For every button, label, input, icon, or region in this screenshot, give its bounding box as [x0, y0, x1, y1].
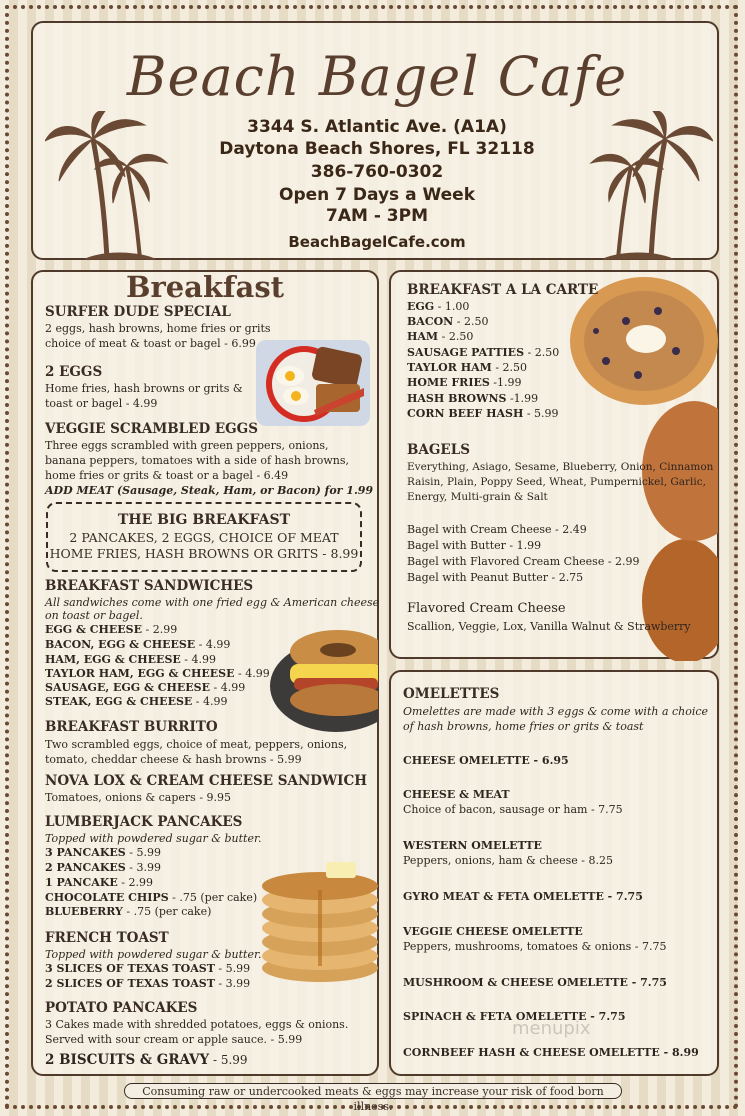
bagels-flavors-3: Energy, Multi-grain & Salt	[407, 491, 548, 503]
phone-number: 386-760-0302	[310, 162, 444, 182]
biscuits-gravy: 2 BISCUITS & GRAVY - 5.99	[45, 1052, 248, 1068]
list-item: HOME FRIES -1.99	[407, 376, 522, 389]
list-item: CHOCOLATE CHIPS - .75 (per cake)	[45, 891, 258, 904]
potato-desc-1: 3 Cakes made with shredded potatoes, eggs & onions.	[45, 1018, 349, 1031]
list-item: HASH BROWNS -1.99	[407, 392, 539, 405]
watermark: menupix	[512, 1018, 591, 1039]
veggie-desc-2: banana peppers, tomatoes with a side of hash browns,	[45, 454, 349, 467]
french-toast-note: Topped with powdered sugar & butter.	[45, 948, 262, 961]
cheese-meat-omelette: CHEESE & MEAT	[403, 788, 510, 801]
list-item: 2 SLICES OF TEXAS TOAST - 3.99	[45, 977, 251, 990]
list-item: SAUSAGE PATTIES - 2.50	[407, 346, 560, 359]
veggie-add-meat: ADD MEAT (Sausage, Steak, Ham, or Bacon) for 1.99	[45, 484, 374, 497]
steak-eggs-photo	[256, 340, 370, 426]
flavored-cream-cheese-list: Scallion, Veggie, Lox, Vanilla Walnut & Strawberry	[407, 620, 691, 633]
bagels-flavors-1: Everything, Asiago, Sesame, Blueberry, Onion, Cinnamon	[407, 461, 714, 473]
omelettes-heading: OMELETTES	[403, 686, 500, 702]
pancakes-heading: LUMBERJACK PANCAKES	[45, 814, 243, 830]
list-item: 1 PANCAKE - 2.99	[45, 876, 153, 889]
two-eggs-heading: 2 EGGS	[45, 364, 103, 380]
bagels-heading: BAGELS	[407, 442, 470, 458]
big-breakfast-line-1: 2 PANCAKES, 2 EGGS, CHOICE OF MEAT	[69, 530, 339, 545]
big-breakfast-heading: THE BIG BREAKFAST	[117, 512, 291, 528]
list-item: Bagel with Peanut Butter - 2.75	[407, 571, 584, 584]
list-item: 2 PANCAKES - 3.99	[45, 861, 161, 874]
gyro-omelette: GYRO MEAT & FETA OMELETTE - 7.75	[403, 890, 643, 903]
list-item: 3 PANCAKES - 5.99	[45, 846, 161, 859]
sandwiches-note-1: All sandwiches come with one fried egg & American cheese	[45, 596, 380, 609]
surfer-dude-heading: SURFER DUDE SPECIAL	[45, 304, 231, 320]
potato-desc-2: Served with sour cream or apple sauce. - 5.99	[45, 1033, 303, 1046]
list-item: BLUEBERRY - .75 (per cake)	[45, 905, 212, 918]
potato-pancakes-heading: POTATO PANCAKES	[45, 1000, 198, 1016]
nova-lox-heading: NOVA LOX & CREAM CHEESE SANDWICH	[45, 773, 367, 789]
list-item: TAYLOR HAM, EGG & CHEESE - 4.99	[45, 667, 270, 680]
burrito-heading: BREAKFAST BURRITO	[45, 719, 218, 735]
list-item: SAUSAGE, EGG & CHEESE - 4.99	[45, 681, 246, 694]
big-breakfast-line-2: HOME FRIES, HASH BROWNS OR GRITS - 8.99	[49, 546, 359, 561]
veggie-desc-1: Three eggs scrambled with green peppers, onions,	[45, 439, 329, 452]
list-item: BACON, EGG & CHEESE - 4.99	[45, 638, 231, 651]
address-line-1: 3344 S. Atlantic Ave. (A1A)	[247, 117, 507, 137]
list-item: Bagel with Butter - 1.99	[407, 539, 542, 552]
list-item: EGG & CHEESE - 2.99	[45, 623, 178, 636]
pancakes-note: Topped with powdered sugar & butter.	[45, 832, 262, 845]
breakfast-heading: Breakfast	[125, 270, 285, 304]
veggie-cheese-omelette: VEGGIE CHEESE OMELETTE	[403, 925, 583, 938]
header-panel	[31, 21, 719, 260]
burrito-desc-1: Two scrambled eggs, choice of meat, peppers, onions,	[45, 738, 348, 751]
western-omelette: WESTERN OMELETTE	[403, 839, 542, 852]
list-item: Bagel with Cream Cheese - 2.49	[407, 523, 587, 536]
cornbeef-omelette: CORNBEEF HASH & CHEESE OMELETTE - 8.99	[403, 1046, 699, 1059]
sandwiches-heading: BREAKFAST SANDWICHES	[45, 578, 254, 594]
pancake-stack-photo	[256, 856, 378, 986]
cheese-meat-desc: Choice of bacon, sausage or ham - 7.75	[403, 803, 623, 816]
burrito-desc-2: tomato, cheddar cheese & hash browns - 5.99	[45, 753, 302, 766]
nova-lox-desc: Tomatoes, onions & capers - 9.95	[45, 791, 232, 804]
list-item: Bagel with Flavored Cream Cheese - 2.99	[407, 555, 640, 568]
two-eggs-desc-1: Home fries, hash browns or grits &	[45, 382, 243, 395]
veggie-desc-3: home fries or grits & toast or a bagel - 6.49	[45, 469, 289, 482]
cafe-title: Beach Bagel Cafe	[126, 45, 628, 108]
surfer-desc-2: choice of meat & toast or bagel - 6.99	[45, 337, 256, 350]
mushroom-omelette: MUSHROOM & CHEESE OMELETTE - 7.75	[403, 976, 667, 989]
spinach-omelette: SPINACH & FETA OMELETTE - 7.75	[403, 1010, 626, 1023]
french-toast-heading: FRENCH TOAST	[45, 930, 169, 946]
open-days: Open 7 Days a Week	[279, 185, 475, 205]
veggie-scrambled-heading: VEGGIE SCRAMBLED EGGS	[45, 421, 258, 437]
big-breakfast-box	[46, 502, 362, 572]
flavored-cream-cheese-heading: Flavored Cream Cheese	[407, 601, 566, 616]
list-item: BACON - 2.50	[407, 315, 489, 328]
list-item: HAM, EGG & CHEESE - 4.99	[45, 653, 216, 666]
carte-heading: BREAKFAST A LA CARTE	[407, 282, 599, 298]
two-eggs-desc-2: toast or bagel - 4.99	[45, 397, 158, 410]
address-line-2: Daytona Beach Shores, FL 32118	[219, 139, 535, 159]
list-item: STEAK, EGG & CHEESE - 4.99	[45, 695, 228, 708]
surfer-desc-1: 2 eggs, hash browns, home fries or grits	[45, 322, 271, 335]
omelettes-note-2: of hash browns, home fries or grits & toast	[403, 720, 644, 733]
bagel-sandwich-photo	[266, 616, 378, 734]
veggie-cheese-desc: Peppers, mushrooms, tomatoes & onions - 7.75	[403, 940, 667, 953]
western-desc: Peppers, onions, ham & cheese - 8.25	[403, 854, 613, 867]
list-item: 3 SLICES OF TEXAS TOAST - 5.99	[45, 962, 251, 975]
hours: 7AM - 3PM	[326, 206, 428, 226]
website: BeachBagelCafe.com	[288, 233, 466, 251]
list-item: EGG - 1.00	[407, 300, 470, 313]
sandwiches-note-2: on toast or bagel.	[45, 609, 143, 622]
omelettes-note-1: Omelettes are made with 3 eggs & come with a choice	[403, 705, 709, 718]
list-item: CORN BEEF HASH - 5.99	[407, 407, 559, 420]
list-item: HAM - 2.50	[407, 330, 474, 343]
cheese-omelette: CHEESE OMELETTE - 6.95	[403, 754, 569, 767]
bagels-flavors-2: Raisin, Plain, Poppy Seed, Wheat, Pumpernickel, Garlic,	[407, 476, 706, 488]
list-item: TAYLOR HAM - 2.50	[407, 361, 528, 374]
food-warning-footer: Consuming raw or undercooked meats & eggs may increase your risk of food born illness.	[124, 1083, 622, 1099]
